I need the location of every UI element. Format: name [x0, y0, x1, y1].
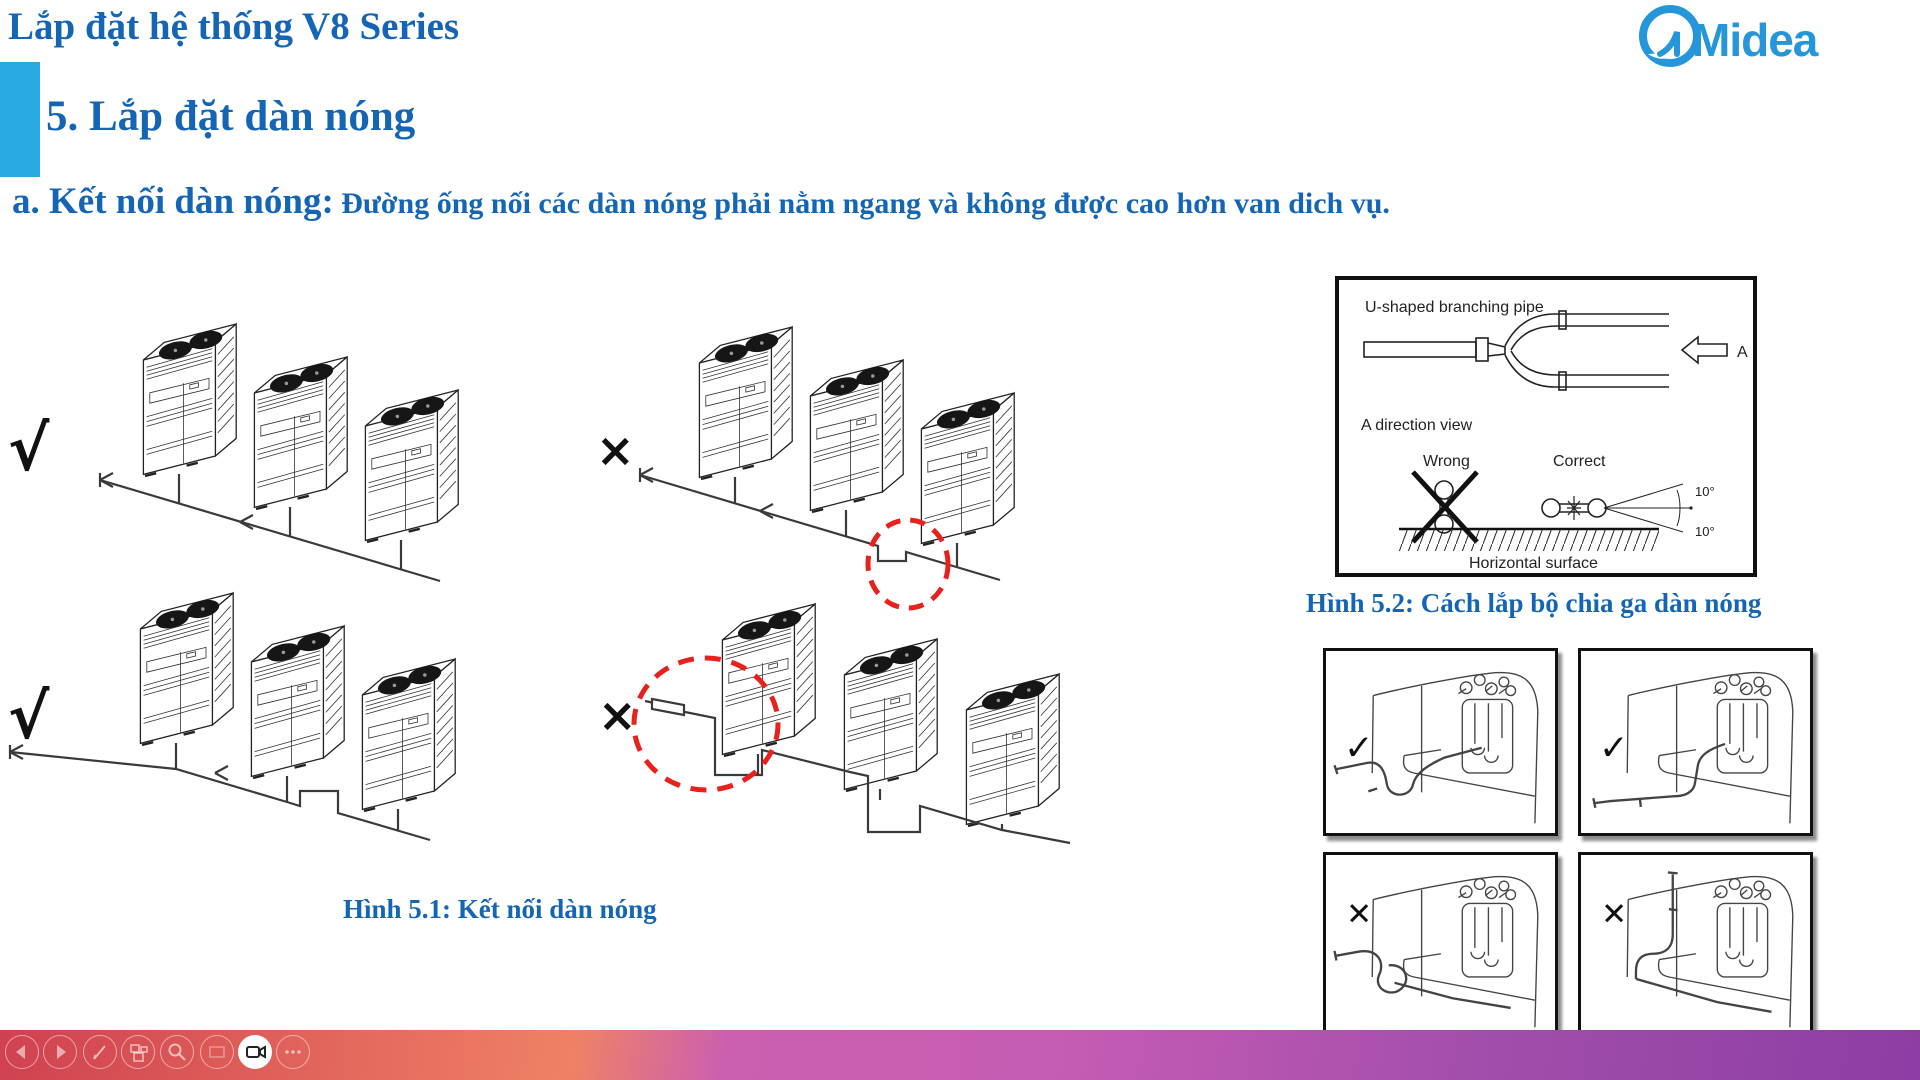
midea-logo [1634, 4, 1834, 76]
ellipsis-icon [277, 1036, 309, 1068]
figure-5-1-caption: Hình 5.1: Kết nối dàn nóng [343, 894, 657, 924]
figure-5-2-caption: Hình 5.2: Cách lắp bộ chia ga dàn nóng [1306, 588, 1762, 618]
pen-tools-button[interactable] [83, 1035, 117, 1069]
figure-5-2-panel [1335, 276, 1757, 577]
gallery-mark-3: ✕ [1346, 896, 1373, 932]
gallery-mark-4: ✕ [1601, 896, 1628, 932]
next-icon [44, 1036, 76, 1068]
wrong-mark-2: × [596, 423, 635, 477]
accent-bar [0, 62, 40, 177]
gallery-item-2 [1578, 648, 1813, 836]
section-heading: 5. Lắp đặt dàn nóng [46, 93, 416, 140]
page-title: Lắp đặt hệ thống V8 Series [8, 5, 460, 48]
unit-group-3-correct [10, 593, 455, 840]
direction-a-label: A [1737, 344, 1748, 361]
gallery-item-1 [1323, 648, 1558, 836]
u-pipe-drawing [1364, 311, 1669, 390]
correct-orientation-drawing [1542, 484, 1693, 532]
correct-label: Correct [1553, 453, 1606, 470]
wrong-mark-4: × [598, 688, 637, 742]
gallery-mark-1: ✓ [1344, 728, 1374, 768]
angle-bottom-label: 10° [1695, 524, 1715, 539]
more-options-button[interactable] [276, 1035, 310, 1069]
gallery-mark-2: ✓ [1599, 728, 1629, 768]
camera-icon [239, 1036, 271, 1068]
wrong-label: Wrong [1423, 453, 1470, 470]
see-all-slides-button[interactable] [121, 1035, 155, 1069]
direction-a-arrow-icon [1682, 337, 1727, 363]
slides-grid-icon [122, 1036, 154, 1068]
angle-top-label: 10° [1695, 484, 1715, 499]
red-highlight-circle-dip [868, 520, 948, 608]
midea-logo-wordmark: Midea [1692, 14, 1818, 66]
correct-mark-1: √ [8, 412, 50, 485]
subsection-heading [12, 180, 1390, 223]
black-screen-button[interactable] [200, 1035, 234, 1069]
subsection-label: a. Kết nối dàn nóng: [12, 181, 334, 222]
unit-group-4-wrong [634, 604, 1070, 843]
magnifier-icon [161, 1036, 193, 1068]
unit-group-1-correct [100, 324, 458, 581]
figure-5-1-diagram [0, 240, 1180, 940]
pen-icon [84, 1036, 116, 1068]
zoom-slide-button[interactable] [160, 1035, 194, 1069]
u-pipe-label: U-shaped branching pipe [1365, 299, 1544, 316]
subsection-text: Đường ống nối các dàn nóng phải nằm ngang và không được cao hơn van dich vụ. [333, 187, 1390, 220]
pipe-drawing-wrong-1 [1334, 951, 1510, 1008]
previous-icon [6, 1036, 38, 1068]
presenter-toolbar [0, 1030, 1920, 1080]
previous-slide-button[interactable] [5, 1035, 39, 1069]
gallery-item-4 [1578, 852, 1813, 1040]
surface-label: Horizontal surface [1469, 555, 1598, 572]
camera-button[interactable] [238, 1035, 272, 1069]
unit-group-2-wrong [640, 327, 1014, 608]
horizontal-surface-drawing [1399, 529, 1659, 551]
next-slide-button[interactable] [43, 1035, 77, 1069]
screen-icon [201, 1036, 233, 1068]
correct-mark-3: √ [8, 680, 50, 753]
gallery-item-3 [1323, 852, 1558, 1040]
direction-view-label: A direction view [1361, 417, 1473, 434]
